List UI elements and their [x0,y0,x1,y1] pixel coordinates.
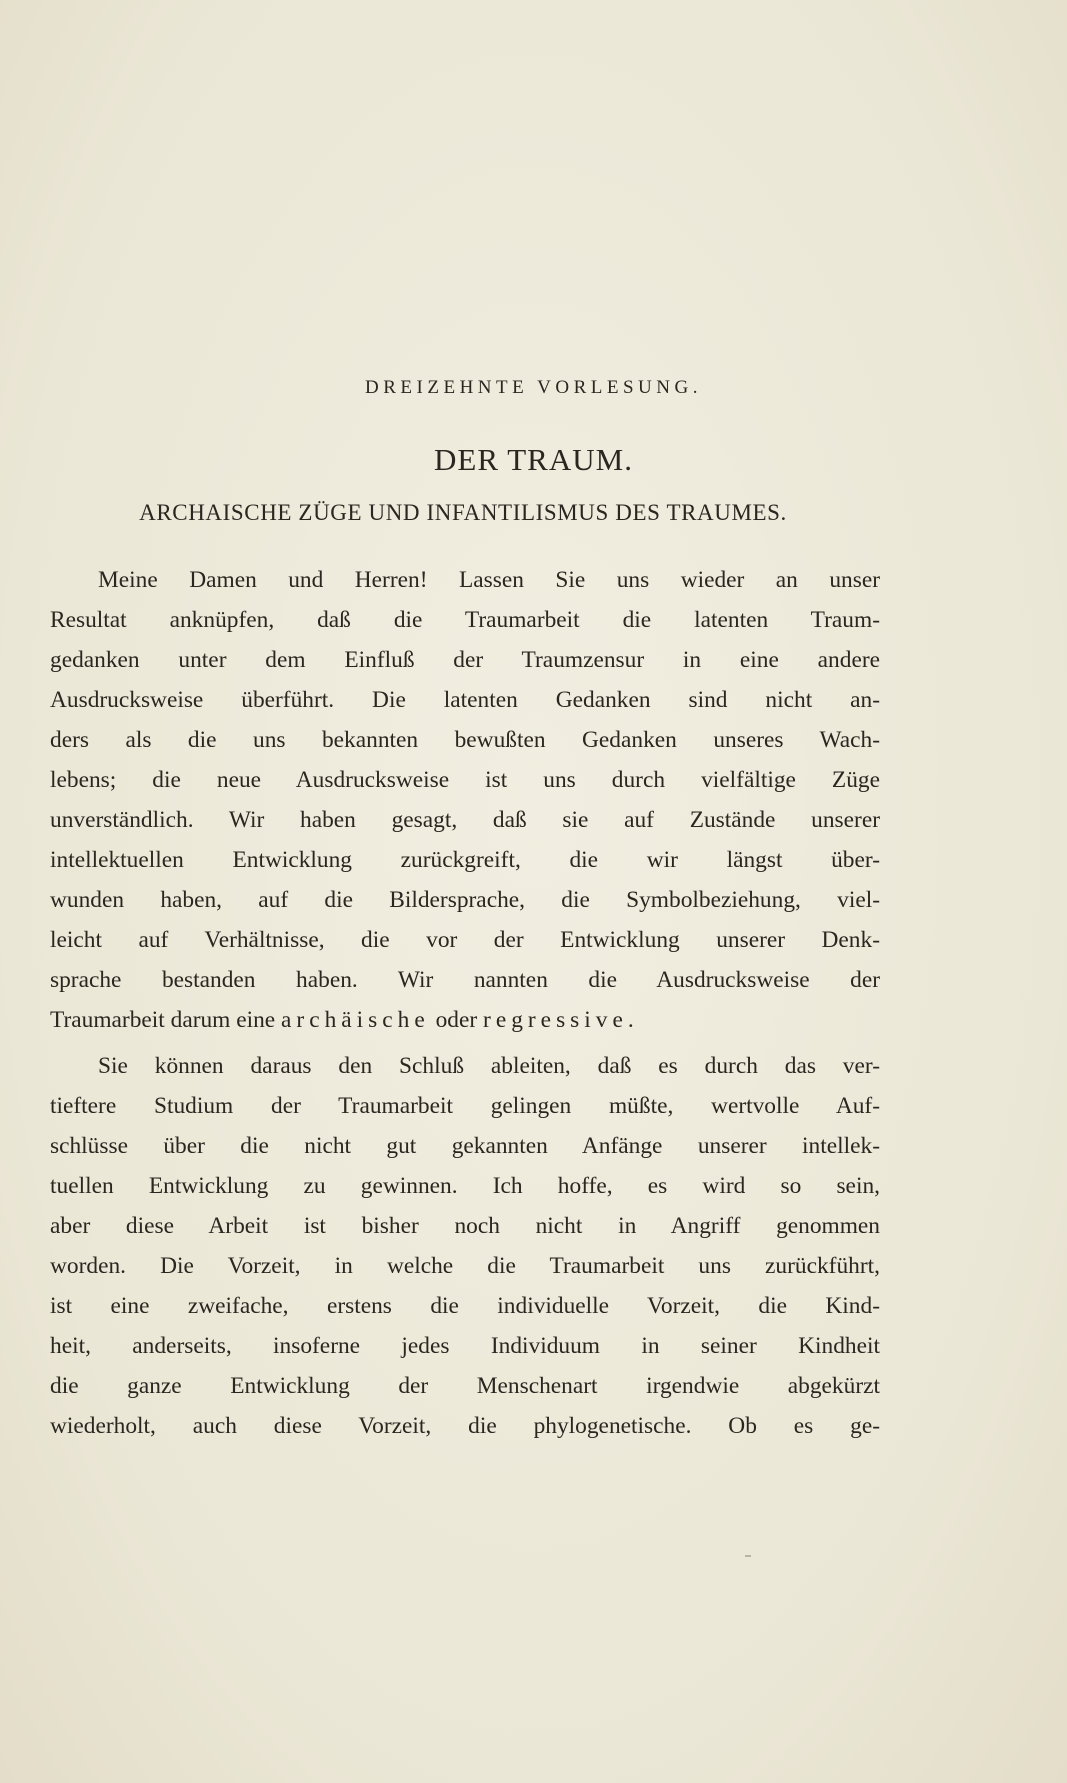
text-line: Meine Damen und Herren! Lassen Sie uns wieder an unser [98,567,880,593]
text-line: leicht auf Verhältnisse, die vor der Entwicklung unserer Denk- [50,927,880,953]
text-line: wiederholt, auch diese Vorzeit, die phylogenetische. Ob es ge- [50,1413,880,1439]
text-line: gedanken unter dem Einfluß der Traumzensur in eine andere [50,647,880,673]
text-line: ist eine zweifache, erstens die individuelle Vorzeit, die Kind- [50,1293,880,1319]
text-line: intellektuellen Entwicklung zurückgreift, die wir längst über- [50,847,880,873]
text-line: Sie können daraus den Schluß ableiten, daß es durch das ver- [98,1053,880,1079]
text-line: sprache bestanden haben. Wir nannten die Ausdrucksweise der [50,967,880,993]
text-line: die ganze Entwicklung der Menschenart irgendwie abgekürzt [50,1373,880,1399]
emphasized-term: archäische [281,1007,430,1033]
text-line: lebens; die neue Ausdrucksweise ist uns durch vielfältige Züge [50,767,880,793]
lecture-number: DREIZEHNTE VORLESUNG. [365,377,702,398]
text-line: wunden haben, auf die Bildersprache, die Symbolbeziehung, viel- [50,887,880,913]
text-span: . [627,1007,634,1033]
text-span: Traumarbeit darum eine [50,1007,276,1033]
text-line: heit, anderseits, insoferne jedes Individuum in seiner Kindheit [50,1333,880,1359]
paragraph-1 [50,560,880,1040]
text-line: tuellen Entwicklung zu gewinnen. Ich hoffe, es wird so sein, [50,1173,880,1199]
text-line: schlüsse über die nicht gut gekannten Anfänge unserer intellek- [50,1133,880,1159]
text-line: ders als die uns bekannten bewußten Gedanken unseres Wach- [50,727,880,753]
text-line: unverständlich. Wir haben gesagt, daß sie auf Zustände unserer [50,807,880,833]
chapter-title: DER TRAUM. [434,442,633,477]
text-line: worden. Die Vorzeit, in welche die Traumarbeit uns zurückführt, [50,1253,880,1279]
bleed-through-header [160,128,880,148]
text-line: Resultat anknüpfen, daß die Traumarbeit die latenten Traum- [50,607,880,633]
chapter-subtitle: ARCHAISCHE ZÜGE UND INFANTILISMUS DES TRAUMES. [139,500,787,525]
text-line: aber diese Arbeit ist bisher noch nicht in Angriff genommen [50,1213,880,1239]
text-line: tieftere Studium der Traumarbeit gelingen müßte, wertvolle Auf- [50,1093,880,1119]
emphasized-term: regressive [483,1007,628,1033]
text-line: Ausdrucksweise überführt. Die latenten Gedanken sind nicht an- [50,687,880,713]
paper-speck [745,1555,751,1557]
paragraph-2 [50,1046,880,1446]
text-span: oder [435,1007,478,1033]
text-line-final [50,1000,880,1040]
